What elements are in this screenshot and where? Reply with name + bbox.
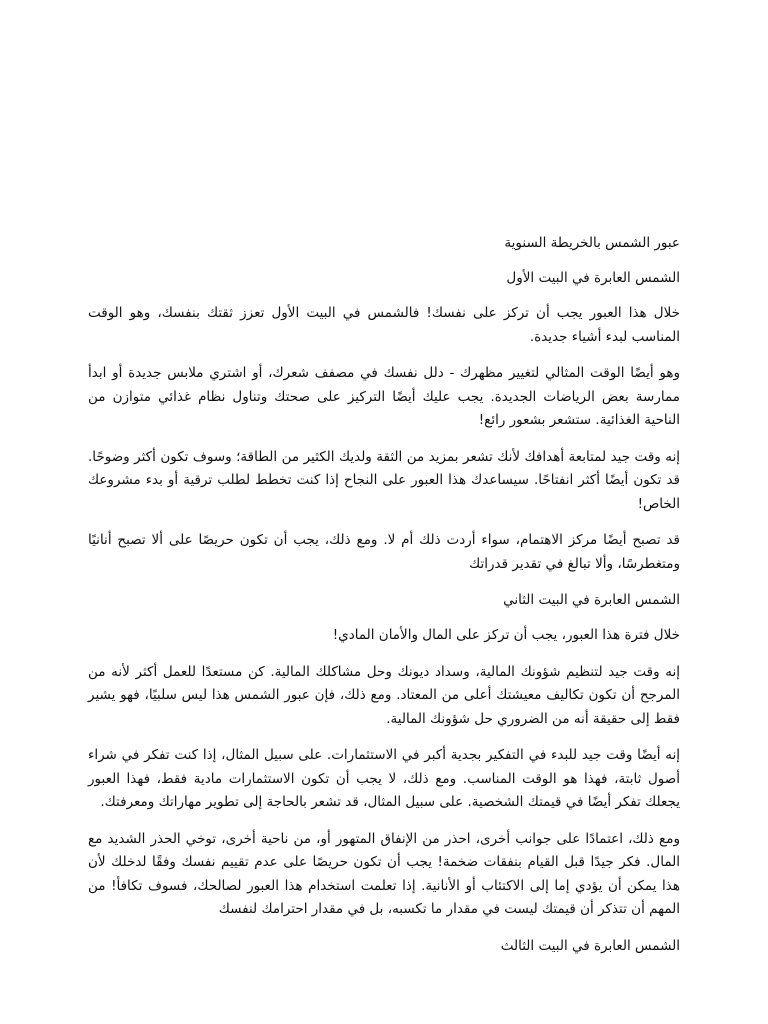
paragraph: خلال فترة هذا العبور، يجب أن تركز على المال والأمان المادي! [332,627,680,643]
paragraph: ومع ذلك، اعتمادًا على جوانب أخرى، احذر من الإنفاق المتهور أو، من ناحية أخرى، توخي الحذر الشديد مع المال. فكر جيدًا قبل القيام بنفقات ضخمة! يجب أن تكون حريصًا على عدم تقييم نفسك وفقًا لدخلك لأن هذا يمكن أن يؤدي إما إلى الاكتئاب أو الأنانية. إذا تعلمت استخدام هذا العبور لصالحك، فسوف تكافأ! من المهم أن تتذكر أن قيمتك ليست في مقدار ما تكسبه، بل في مقدار احترامك لنفسك [88,830,680,917]
section-heading-house-2: الشمس العابرة في البيت الثاني [503,592,680,608]
document-page [88,232,680,1012]
paragraph: قد تصبح أيضًا مركز الاهتمام، سواء أردت ذلك أم لا. ومع ذلك، يجب أن تكون حريصًا على ألا تصبح أنانيًا ومتغطرسًا، وألا تبالغ في تقدير قدراتك [88,532,680,572]
paragraph: وهو أيضًا الوقت المثالي لتغيير مظهرك - دلل نفسك في مصفف شعرك، أو اشتري ملابس جديدة أو ابدأ ممارسة بعض الرياضات الجديدة. يجب عليك أيضًا التركيز على صحتك وتناول نظام غذائي متوازن من الناحية الغذائية. ستشعر بشعور رائع! [88,365,680,428]
paragraph: إنه أيضًا وقت جيد للبدء في التفكير بجدية أكبر في الاستثمارات. على سبيل المثال، إذا كنت تفكر في شراء أصول ثابتة، فهذا هو الوقت المناسب. ومع ذلك، لا يجب أن تكون الاستثمارات مادية فقط، فهذا العبور يجعلك تفكر أيضًا في قيمتك الشخصية. على سبيل المثال، قد تشعر بالحاجة إلى تطوير مهاراتك ومعرفتك. [88,747,680,810]
section-heading-house-1: الشمس العابرة في البيت الأول [506,270,680,286]
section-heading-house-3: الشمس العابرة في البيت الثالث [500,937,680,954]
document-title: عبور الشمس بالخريطة السنوية [504,235,680,251]
paragraph: إنه وقت جيد لمتابعة أهدافك لأنك تشعر بمزيد من الثقة ولديك الكثير من الطاقة؛ وسوف تكون أكثر وضوحًا. قد تكون أيضًا أكثر انفتاحًا. سيساعدك هذا العبور على النجاح إذا كنت تخطط لطلب ترقية أو بدء مشروعك الخاص! [88,448,680,512]
paragraph: إنه وقت جيد لتنظيم شؤونك المالية، وسداد ديونك وحل مشاكلك المالية. كن مستعدًا للعمل أكثر لأنه من المرجح أن تكون تكاليف معيشتك أعلى من المعتاد. ومع ذلك، فإن عبور الشمس هذا ليس سلبيًا، فهو يشير فقط إلى حقيقة أنه من الضروري حل شؤونك المالية. [88,663,680,727]
paragraph: خلال هذا العبور يجب أن تركز على نفسك! فالشمس في البيت الأول تعزز ثقتك بنفسك، وهو الوقت المناسب لبدء أشياء جديدة. [88,305,680,345]
